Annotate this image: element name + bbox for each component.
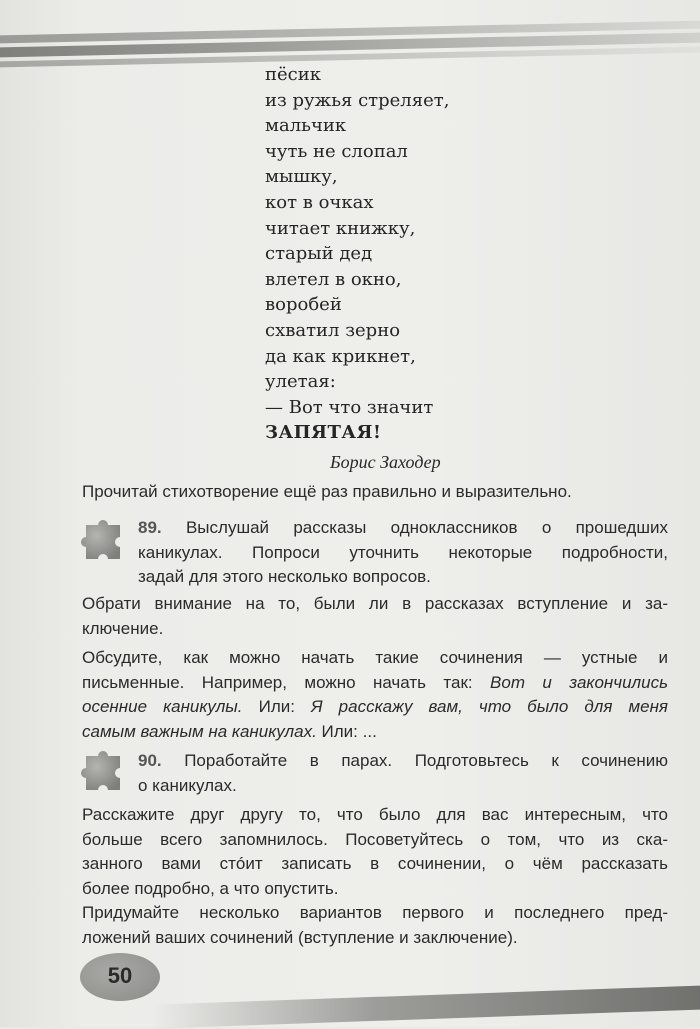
paragraph-line: Обрати внимание на то, были ли в рассказах вступление и за-	[82, 594, 668, 613]
poem-line: мышку,	[265, 166, 338, 188]
page-number: 50	[107, 963, 133, 988]
paragraph-text: Или:	[242, 697, 312, 716]
paragraph-line: ложений ваших сочинений (вступление и заключение).	[82, 927, 518, 947]
example-phrase: самым важным на каникулах.	[82, 721, 317, 741]
task-number: 90.	[138, 751, 162, 770]
poem-line: воробей	[265, 294, 342, 316]
poem-author: Борис Заходер	[330, 452, 441, 472]
puzzle-piece-icon	[80, 517, 126, 563]
task-89	[138, 516, 668, 590]
poem-line: мальчик	[265, 115, 347, 137]
footer-decoration	[150, 985, 700, 1029]
poem-line: схватил зерно	[265, 319, 401, 341]
paragraph-line: Обсудите, как можно начать такие сочинения — устные и	[82, 648, 668, 667]
discussion-paragraph	[82, 646, 668, 744]
poem-line: — Вот что значит	[265, 396, 434, 418]
poem	[265, 62, 565, 446]
poem-line: да как крикнет,	[265, 345, 416, 367]
poem-line: старый дед	[265, 243, 373, 265]
attention-paragraph	[82, 592, 668, 641]
poem-line: читает книжку,	[265, 217, 416, 239]
paragraph-text: Или: ...	[316, 721, 377, 741]
poem-line: из ружья стреляет,	[265, 89, 450, 111]
task-text: Выслушай рассказы одноклассников о прошедших	[185, 518, 668, 537]
reading-instruction	[82, 480, 668, 505]
poem-line: улетая:	[265, 371, 336, 393]
poem-final-line: ЗАПЯТАЯ!	[265, 422, 382, 444]
task-number: 89.	[138, 518, 162, 537]
task-text: каникулах. Попроси уточнить некоторые подробности,	[138, 542, 668, 562]
paragraph-line: ключение.	[82, 618, 164, 638]
paragraph-text: письменные. Например, можно начать так:	[82, 672, 491, 692]
tell-paragraph	[82, 803, 668, 901]
paragraph-line: больше всего запомнилось. Посоветуйтесь о том, что из ска-	[82, 829, 668, 849]
poem-line: влетел в окно,	[265, 268, 402, 290]
poem-line: кот в очках	[265, 191, 374, 213]
example-phrase: Я расскажу вам, что было для меня	[311, 697, 669, 716]
page-number-badge	[80, 953, 160, 1001]
puzzle-piece-icon	[80, 748, 126, 794]
paragraph-line: более подробно, а что опустить.	[82, 878, 339, 898]
example-phrase: Вот и закончились	[490, 672, 669, 692]
instruction-text: Прочитай стихотворение ещё раз правильно и выразительно.	[82, 482, 572, 501]
task-text: о каникулах.	[138, 775, 237, 795]
paragraph-line: Расскажите друг другу то, что было для вас интересным, что	[82, 805, 668, 824]
paragraph-line: занного вами стóит записать в сочинении, о чём рассказать	[82, 854, 668, 873]
task-90	[138, 749, 668, 798]
invent-paragraph	[82, 901, 668, 950]
poem-line: чуть не слопал	[265, 140, 408, 162]
task-text: Поработайте в парах. Подготовьтесь к сочинению	[184, 751, 668, 770]
paragraph-line: Придумайте несколько вариантов первого и последнего пред-	[82, 903, 668, 922]
example-phrase: осенние каникулы.	[82, 697, 243, 716]
poem-line: пёсик	[265, 64, 321, 85]
task-text: задай для этого несколько вопросов.	[138, 567, 431, 586]
